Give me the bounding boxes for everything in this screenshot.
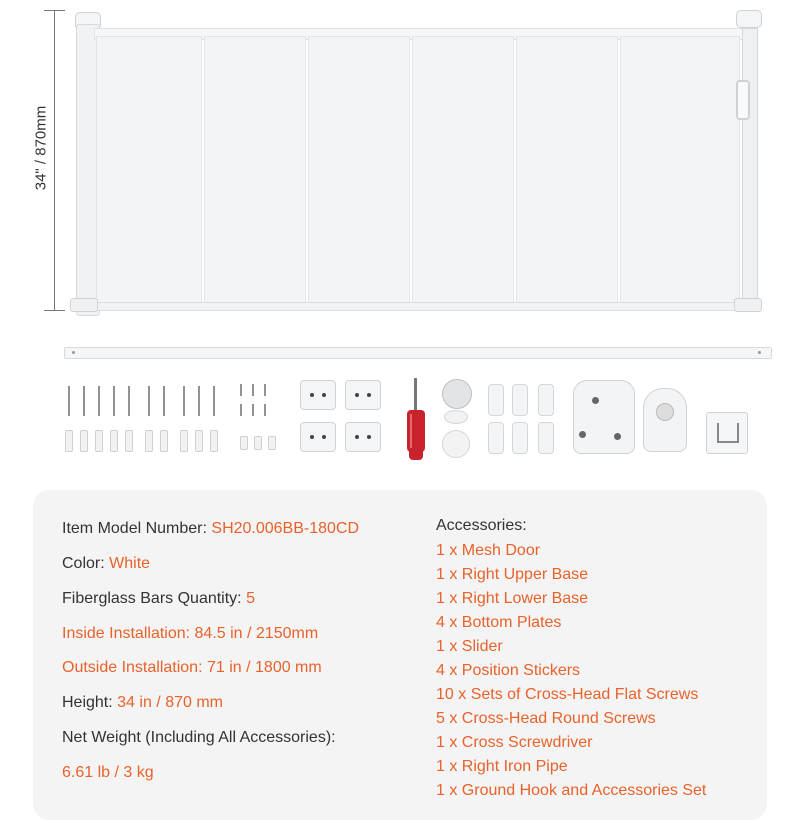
floor-plate-left bbox=[70, 298, 98, 312]
slider-icon bbox=[442, 379, 472, 409]
bottom-rail bbox=[90, 302, 752, 311]
accessory-item: 1 x Slider bbox=[436, 638, 503, 655]
small-anchor-icon bbox=[254, 436, 262, 450]
screw-icon bbox=[213, 386, 215, 416]
position-sticker-icon bbox=[488, 384, 504, 416]
spec-color-label: Color: bbox=[62, 555, 105, 572]
accessory-item: 5 x Cross-Head Round Screws bbox=[436, 710, 656, 727]
dimension-cap-bottom bbox=[44, 310, 65, 311]
spec-bars-label: Fiberglass Bars Quantity: bbox=[62, 590, 242, 607]
spec-model-value: SH20.006BB-180CD bbox=[211, 520, 360, 537]
gate-panel bbox=[412, 36, 514, 304]
gate-panel bbox=[308, 36, 410, 304]
accessory-item: 4 x Position Stickers bbox=[436, 662, 581, 679]
screw-icon bbox=[128, 386, 130, 416]
accessory-item: 1 x Cross Screwdriver bbox=[436, 734, 593, 751]
round-screw-icon bbox=[252, 404, 254, 416]
screwdriver-icon bbox=[402, 378, 430, 470]
lower-base-icon bbox=[643, 388, 687, 452]
pipe-hole bbox=[72, 351, 75, 354]
spec-color bbox=[62, 554, 150, 574]
iron-pipe bbox=[64, 347, 772, 359]
spec-bars-value: 5 bbox=[246, 590, 255, 607]
accessory-item: 1 x Right Lower Base bbox=[436, 590, 589, 607]
mesh-gate bbox=[70, 10, 770, 310]
upper-base-icon bbox=[573, 380, 635, 454]
gate-panel bbox=[620, 36, 740, 304]
floor-plate-right bbox=[734, 298, 762, 312]
spec-outside-value: 71 in / 1800 mm bbox=[206, 659, 322, 676]
bottom-plate-icon bbox=[300, 422, 336, 452]
ground-hook-icon bbox=[706, 412, 748, 454]
accessory-item: 1 x Right Iron Pipe bbox=[436, 758, 568, 775]
accessory-item: 1 x Ground Hook and Accessories Set bbox=[436, 782, 707, 799]
wall-anchor-icon bbox=[180, 430, 188, 452]
screw-icon bbox=[198, 386, 200, 416]
round-screw-icon bbox=[240, 404, 242, 416]
screw-icon bbox=[183, 386, 185, 416]
bottom-plate-icon bbox=[345, 422, 381, 452]
spec-model bbox=[62, 519, 359, 539]
small-anchor-icon bbox=[268, 436, 276, 450]
accessory-item: 1 x Mesh Door bbox=[436, 542, 541, 559]
round-screw-icon bbox=[252, 384, 254, 396]
spec-height-value: 34 in / 870 mm bbox=[117, 694, 223, 711]
position-sticker-icon bbox=[538, 422, 554, 454]
spec-outside-label: Outside Installation: bbox=[62, 659, 203, 676]
spec-model-label: Item Model Number: bbox=[62, 520, 207, 537]
round-screw-icon bbox=[240, 384, 242, 396]
right-post bbox=[742, 28, 758, 300]
accessory-item: 10 x Sets of Cross-Head Flat Screws bbox=[436, 686, 699, 703]
right-post-cap bbox=[736, 10, 762, 28]
wall-anchor-icon bbox=[210, 430, 218, 452]
position-sticker-icon bbox=[512, 422, 528, 454]
wall-anchor-icon bbox=[125, 430, 133, 452]
wall-anchor-icon bbox=[80, 430, 88, 452]
accessory-item: 4 x Bottom Plates bbox=[436, 614, 562, 631]
spec-weight-value: 6.61 lb / 3 kg bbox=[62, 764, 154, 781]
wall-anchor-icon bbox=[145, 430, 153, 452]
screw-icon bbox=[163, 386, 165, 416]
wall-anchor-icon bbox=[110, 430, 118, 452]
screw-icon bbox=[68, 386, 70, 416]
position-sticker-icon bbox=[488, 422, 504, 454]
spec-height bbox=[62, 693, 223, 713]
screw-icon bbox=[148, 386, 150, 416]
wall-anchor-icon bbox=[195, 430, 203, 452]
bottom-plate-icon bbox=[345, 380, 381, 410]
slider-part bbox=[444, 410, 468, 424]
spec-color-value: White bbox=[109, 555, 151, 572]
wall-anchor-icon bbox=[160, 430, 168, 452]
spec-outside bbox=[62, 658, 322, 678]
wall-anchor-icon bbox=[65, 430, 73, 452]
spec-inside-value: 84.5 in / 2150mm bbox=[194, 625, 319, 642]
spec-weight bbox=[62, 728, 336, 748]
dimension-cap-top bbox=[44, 10, 65, 11]
spec-weight-label: Net Weight (Including All Accessories): bbox=[62, 729, 336, 746]
pipe-hole bbox=[758, 351, 761, 354]
spec-bars bbox=[62, 589, 255, 609]
small-anchor-icon bbox=[240, 436, 248, 450]
spec-inside-label: Inside Installation: bbox=[62, 625, 191, 642]
gate-panel bbox=[96, 36, 202, 304]
handle-icon bbox=[736, 80, 750, 120]
spec-height-label: Height: bbox=[62, 694, 113, 711]
height-dimension-label: 34" / 870mm bbox=[32, 105, 50, 191]
gate-panel bbox=[516, 36, 618, 304]
screw-icon bbox=[98, 386, 100, 416]
spec-weight-value-row bbox=[62, 763, 154, 783]
dimension-line bbox=[54, 10, 55, 310]
round-screw-icon bbox=[264, 404, 266, 416]
screw-icon bbox=[83, 386, 85, 416]
bottom-plate-icon bbox=[300, 380, 336, 410]
position-sticker-icon bbox=[512, 384, 528, 416]
gate-panel bbox=[204, 36, 306, 304]
wall-anchor-icon bbox=[95, 430, 103, 452]
screw-icon bbox=[113, 386, 115, 416]
slider-part bbox=[442, 430, 470, 458]
round-screw-icon bbox=[264, 384, 266, 396]
accessories-title: Accessories: bbox=[436, 517, 527, 534]
spec-inside bbox=[62, 624, 318, 644]
position-sticker-icon bbox=[538, 384, 554, 416]
accessory-item: 1 x Right Upper Base bbox=[436, 566, 589, 583]
